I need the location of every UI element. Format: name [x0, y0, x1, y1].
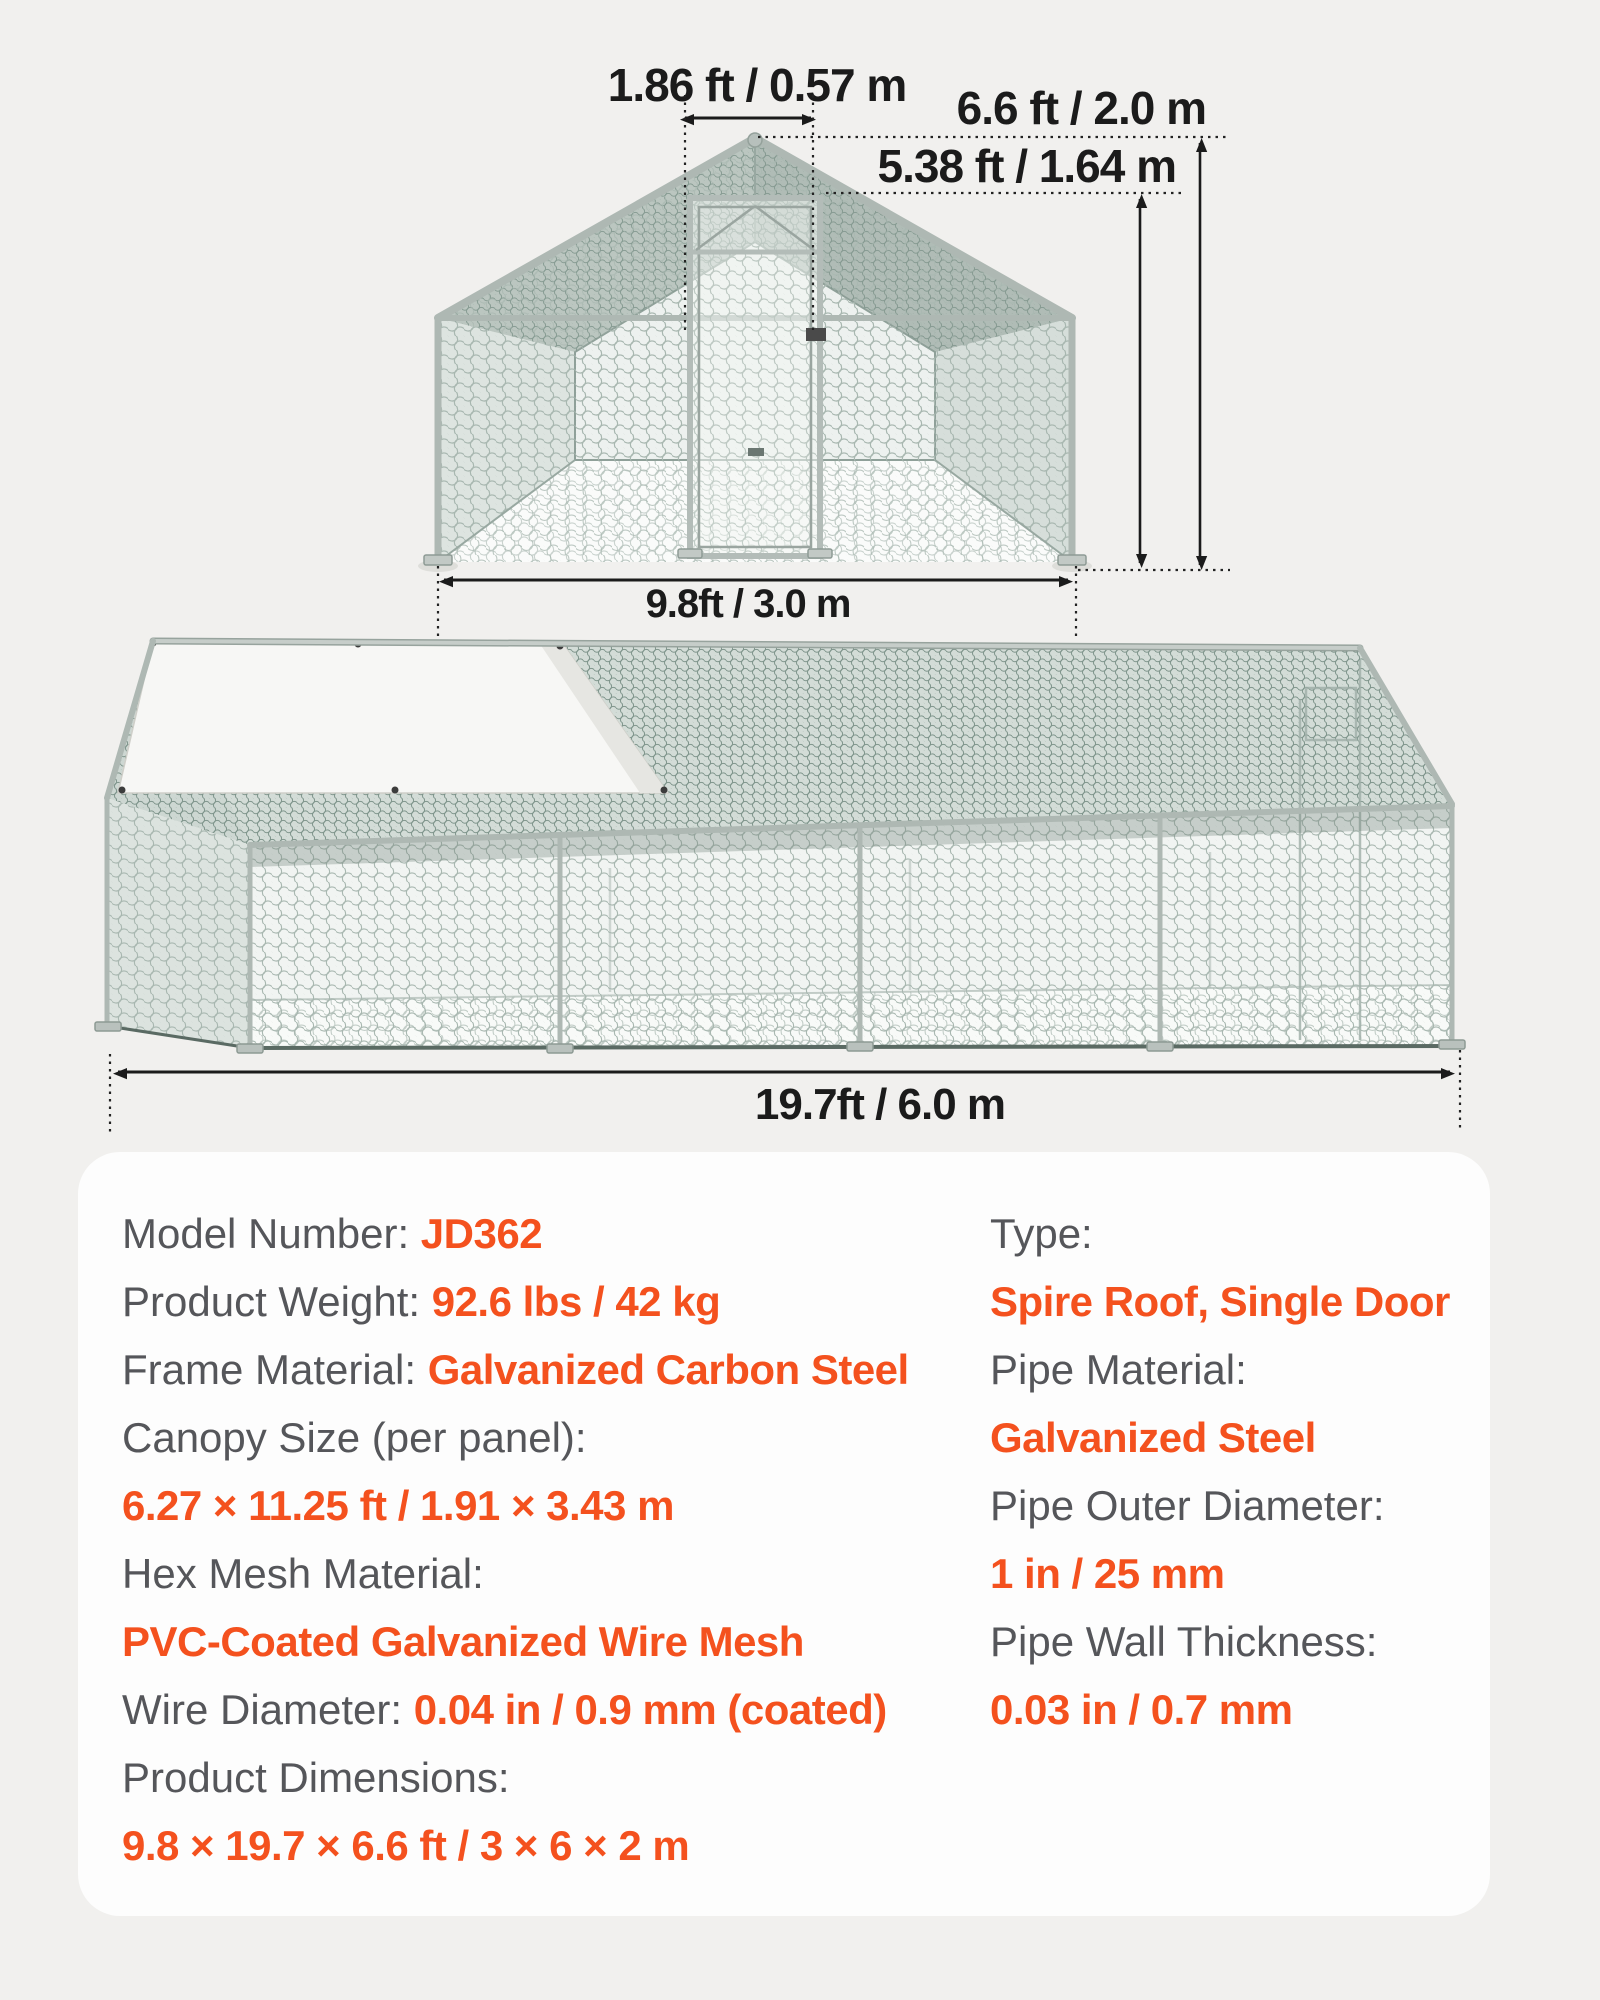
spec-row-model-number — [122, 1200, 542, 1268]
perspective-view-dimensions — [110, 1050, 1460, 1132]
spec-row-wire-diameter — [122, 1676, 887, 1744]
door-latch — [806, 328, 826, 341]
front-coop-illustration — [418, 133, 1092, 572]
spec-value: 0.03 in / 0.7 mm — [990, 1686, 1293, 1733]
spec-row-frame-material — [122, 1336, 909, 1404]
perspective-coop-illustration — [95, 640, 1465, 1054]
door-height-dimension-label: 5.38 ft / 1.64 m — [877, 140, 1176, 192]
spec-value: 1 in / 25 mm — [990, 1550, 1225, 1597]
spec-row-product-dimensions-label — [122, 1744, 510, 1812]
spec-label: Model Number: — [122, 1210, 421, 1257]
spec-value: PVC-Coated Galvanized Wire Mesh — [122, 1618, 804, 1665]
spec-label: Pipe Outer Diameter: — [990, 1482, 1385, 1529]
spec-label: Product Weight: — [122, 1278, 432, 1325]
spec-label: Wire Diameter: — [122, 1686, 414, 1733]
front-view-drawing — [0, 0, 1600, 660]
spec-row-hex-mesh-value — [122, 1608, 804, 1676]
spec-row-pipe-wall-thickness-label — [990, 1608, 1377, 1676]
spec-value: 9.8 × 19.7 × 6.6 ft / 3 × 6 × 2 m — [122, 1822, 690, 1869]
spec-row-type-label — [990, 1200, 1093, 1268]
apex-joint — [748, 133, 762, 147]
spec-row-product-weight — [122, 1268, 720, 1336]
spec-label: Frame Material: — [122, 1346, 428, 1393]
door-width-dimension-label: 1.86 ft / 0.57 m — [607, 59, 907, 111]
spec-value: JD362 — [420, 1210, 543, 1257]
length-dimension-label: 19.7ft / 6.0 m — [754, 1080, 1006, 1129]
spec-row-hex-mesh-label — [122, 1540, 484, 1608]
total-height-dimension-label: 6.6 ft / 2.0 m — [956, 82, 1206, 134]
spec-label: Type: — [990, 1210, 1093, 1257]
spec-value: Galvanized Steel — [990, 1414, 1316, 1461]
spec-row-pipe-material-value — [990, 1404, 1316, 1472]
coop-door — [690, 198, 826, 556]
spec-label: Hex Mesh Material: — [122, 1550, 484, 1597]
spec-row-type-value — [990, 1268, 1450, 1336]
spec-label: Product Dimensions: — [122, 1754, 510, 1801]
spec-value: Galvanized Carbon Steel — [427, 1346, 909, 1393]
door-handle — [748, 448, 764, 456]
spec-row-canopy-size-label — [122, 1404, 587, 1472]
spec-row-pipe-outer-diameter-value — [990, 1540, 1224, 1608]
spec-row-pipe-material-label — [990, 1336, 1247, 1404]
spec-value: 6.27 × 11.25 ft / 1.91 × 3.43 m — [122, 1482, 674, 1529]
spec-row-pipe-outer-diameter-label — [990, 1472, 1385, 1540]
spec-row-pipe-wall-thickness-value — [990, 1676, 1293, 1744]
spec-label: Pipe Wall Thickness: — [990, 1618, 1378, 1665]
spec-label: Pipe Material: — [990, 1346, 1247, 1393]
spec-row-canopy-size-value — [122, 1472, 674, 1540]
spec-value: 92.6 lbs / 42 kg — [431, 1278, 721, 1325]
spec-value: Spire Roof, Single Door — [990, 1278, 1450, 1325]
perspective-view-drawing — [0, 600, 1600, 1160]
width-dimension-label: 9.8ft / 3.0 m — [645, 582, 851, 626]
spec-row-product-dimensions-value — [122, 1812, 689, 1880]
spec-label: Canopy Size (per panel): — [122, 1414, 587, 1461]
spec-value: 0.04 in / 0.9 mm (coated) — [413, 1686, 887, 1733]
